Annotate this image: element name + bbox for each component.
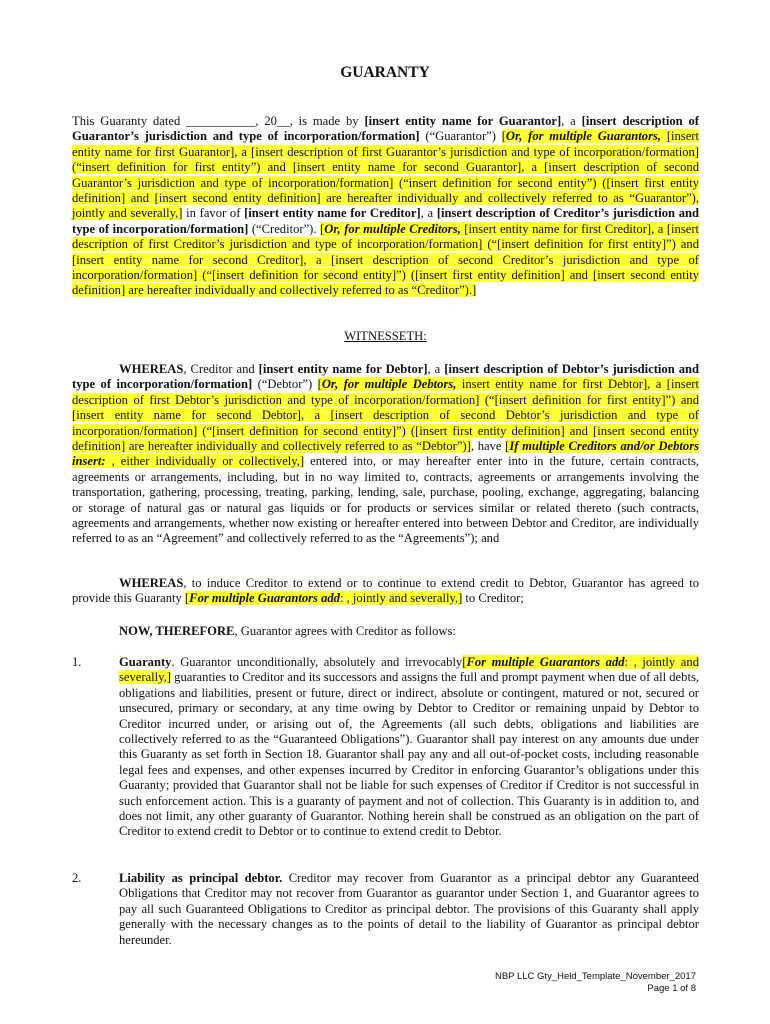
section-heading: Guaranty: [119, 655, 172, 669]
body-text: . Guarantor unconditionally, absolutely and irrevocably: [171, 655, 463, 669]
body-text: , to induce Creditor to extend or to continue to extend credit to Debtor, Guarantor has agreed to provide this Guaranty: [72, 576, 699, 606]
document-title: GUARANTY: [340, 64, 430, 81]
option-label: Or, for multiple Guarantors,: [505, 129, 662, 144]
body-text: Creditor may recover from Guarantor as a principal debtor any Guaranteed Obligations that Creditor may not recover from Guarantor as guarantor under Section 1, and Guarantor agrees to pay all such Guaranteed Obligations to Creditor as principal debtor. The provisions of this Guaranty shall apply generally with the necessary changes as to the points of detail to the liability of Guarantor as principal debtor hereunder.: [119, 871, 699, 947]
whereas-paragraph-2: [72, 576, 699, 607]
creditor-name-placeholder: [insert entity name for Creditor]: [244, 206, 421, 221]
multiple-guarantors-add-option: [185, 591, 462, 605]
intro-text: This Guaranty dated ___________, 20__, is made by: [72, 114, 365, 128]
option-label: If multiple Creditors and/or Debtors insert:: [72, 439, 699, 469]
witnesseth-text: WITNESSETH:: [344, 329, 427, 343]
intro-paragraph: [72, 114, 699, 299]
section-2-liability: [119, 871, 699, 948]
bracket: [: [320, 221, 325, 236]
guarantor-jurisdiction-placeholder: [insert description of Guarantor’s jurisdiction and type of incorporation/formation]: [72, 114, 699, 144]
option-text: [insert entity name for first Guarantor], a [insert description of first Guarantor’s jurisdiction and type of incorporation/formation] (“insert definition for first entity”) and [insert entity name for second Guarantor], a [insert description of second Guarantor’s jurisdiction and type of incorporation/formation] (“insert definition for second entity”) ([insert first entity definition] and [insert second entity definition] are hereafter individually and collectively referred to as “Guarantor”), jointly and severally,]: [72, 129, 699, 221]
bracket: [: [501, 129, 506, 144]
now-therefore-label: NOW, THEREFORE: [119, 624, 235, 638]
bracket: [: [462, 655, 467, 669]
intro-text: (“Creditor”).: [248, 221, 321, 236]
intro-text: (“Guarantor”): [419, 129, 502, 144]
body-text: to Creditor;: [462, 591, 524, 606]
whereas-paragraph-1: [72, 362, 699, 547]
debtor-jurisdiction-placeholder: [insert description of Debtor’s jurisdiction and type of incorporation/formation]: [72, 362, 700, 392]
bracket: [: [184, 591, 190, 606]
debtor-name-placeholder: [insert entity name for Debtor]: [258, 362, 428, 376]
body-text: (“Debtor”): [252, 377, 318, 392]
option-text: [insert entity name for first Creditor], a [insert description of first Creditor’s jurisdiction and type of incorporation/formation] (“[insert definition for first entity]”) and [insert entity name for second Creditor], a [insert description of second Creditor’s jurisdiction and type of incorporation/formation] (“[insert definition for second entity]”) ([insert first entity definition] and [insert second entity definition] are hereafter individually and collectively referred to as “Creditor”).]: [72, 221, 700, 298]
body-text: guaranties to Creditor and its successors and assigns the full and prompt payment when due of all debts, obligations and liabilities, present or future, direct or indirect, absolute or contingent, matured or not, secured or unsecured, primary or secondary, at any time owing by Debtor to Creditor or remaining unpaid by Debtor to Creditor incurred under, or arising out of, the Agreements (all such debts, obligations and liabilities are collectively referred to as the “Guaranteed Obligations”). Guarantor shall pay interest on any amounts due under this Guaranty as set forth in Section 18. Guarantor shall pay any and all out-of-pocket costs, including reasonable legal fees and expenses, and other expenses incurred by Creditor in enforcing Guarantor’s obligations under this Guaranty; provided that Guarantor shall not be liable for such expenses of Creditor if Creditor is not successful in such enforcement action. This is a guaranty of payment and not of collection. This Guaranty is in addition to, and does not limit, any other guaranty of Guarantor. Nothing herein shall be construed as an obligation on the part of Creditor to extend credit to Debtor or to continue to extend credit to Debtor.: [119, 670, 699, 839]
option-text: insert entity name for first Debtor], a [insert description of first Debtor’s jurisdiction and type of incorporation/formation] (“[insert definition for first entity]”) and [insert entity name for second Debtor], a [insert description of second Debtor’s jurisdiction and type of incorporation/formation] (“[insert definition for second entity]”) ([insert first entity definition] and [insert second entity definition] are hereafter individually and collectively referred to as “Debtor”)]: [72, 377, 699, 454]
section-2-number: 2.: [72, 871, 82, 885]
option-label: For multiple Guarantors add: [466, 655, 625, 669]
guarantor-name-placeholder: [insert entity name for Guarantor]: [364, 114, 562, 128]
bracket: [: [317, 377, 322, 392]
footer-page-number: Page 1 of 8: [647, 983, 696, 994]
body-text: entered into, or may hereafter enter into in the future, certain contracts, agreements or arrangements, including, but in no way limited to, contracts, agreements or arrangements involving the transportation, gathering, processing, treating, parking, lending, sale, purchase, pooling, exchange, aggregating, balancing or storage of natural gas or natural gas liquids or for products or services similar or related thereto (such contracts, agreements and arrangements, whether now existing or hereafter entered into between Debtor and Creditor, are individually referred to as an “Agreement” and collectively referred to as the “Agreements”); and: [72, 454, 699, 546]
intro-text: , a: [420, 206, 437, 221]
intro-text: , a: [561, 114, 582, 128]
option-text: , either individually or collectively,]: [105, 454, 305, 469]
witnesseth-heading: [72, 329, 699, 344]
intro-text: in favor of: [182, 206, 245, 221]
option-label: Or, for multiple Creditors,: [324, 221, 461, 236]
section-1-guaranty: [119, 655, 699, 840]
whereas-label: WHEREAS: [119, 576, 184, 590]
now-therefore-paragraph: [72, 624, 699, 639]
option-text: : , jointly and severally,]: [339, 591, 463, 606]
option-label: For multiple Guarantors add: [189, 591, 340, 606]
body-text: , a: [427, 362, 445, 376]
body-text: , have: [470, 439, 506, 454]
section-1-number: 1.: [72, 655, 82, 669]
body-text: , Creditor and: [183, 362, 259, 376]
option-label: Or, for multiple Debtors,: [321, 377, 457, 392]
option-text: : , jointly and severally,]: [119, 655, 699, 685]
footer-template-name: NBP LLC Gty_Held_Template_November_2017: [494, 971, 696, 982]
creditor-jurisdiction-placeholder: [insert description of Creditor’s jurisdiction and type of incorporation/formation]: [72, 206, 699, 236]
whereas-label: WHEREAS: [119, 362, 184, 376]
body-text: , Guarantor agrees with Creditor as follows:: [234, 624, 456, 638]
footer: [495, 971, 696, 995]
bracket: [: [505, 439, 510, 454]
section-heading: Liability as principal debtor.: [119, 871, 283, 885]
